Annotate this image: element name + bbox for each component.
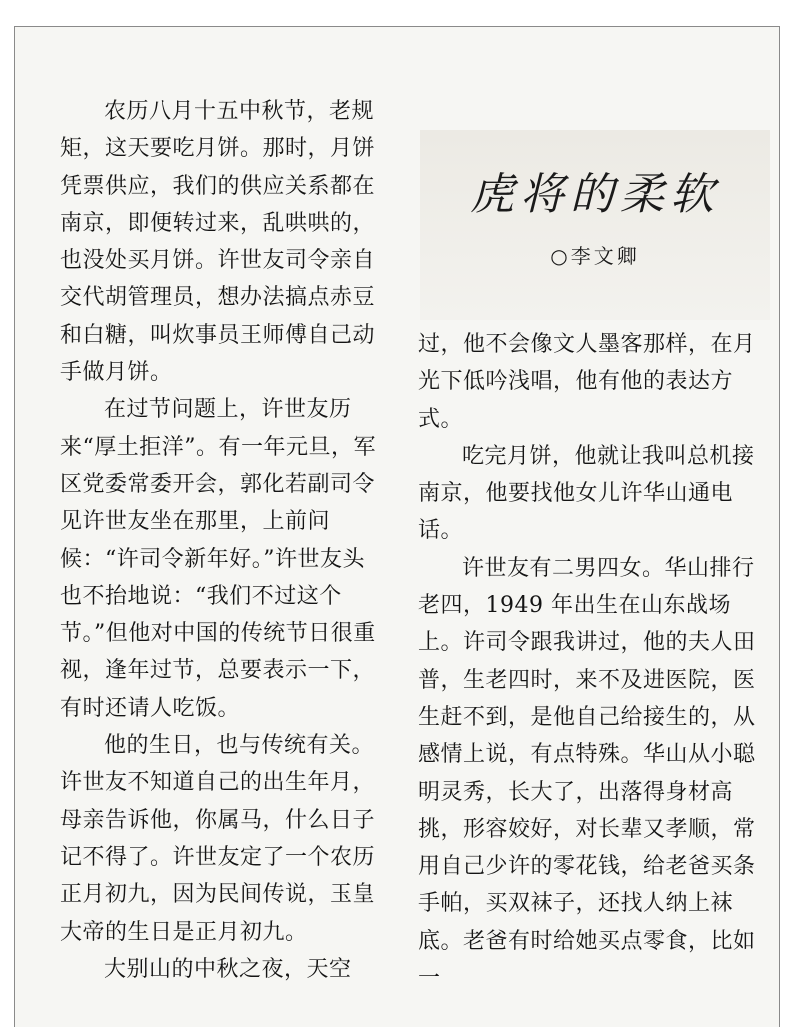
left-column <box>60 93 378 988</box>
right-column <box>418 326 756 997</box>
paragraph: 在过节问题上，许世友历来“厚土拒洋”。有一年元旦，军区党委常委开会，郭化若副司令见许世友坐在那里，上前问候：“许司令新年好。”许世友头也不抬地说：“我们不过这个节。”但他对中国的传统节日很重视，逢年过节，总要表示一下，有时还请人吃饭。 <box>60 397 376 721</box>
article-byline: ○李文卿 <box>550 244 640 268</box>
article-title: 虎将的柔软 <box>470 169 720 220</box>
paragraph: 过，他不会像文人墨客那样，在月光下低吟浅唱，他有他的表达方式。 <box>418 332 756 432</box>
paragraph: 吃完月饼，他就让我叫总机接南京，他要找他女儿许华山通电话。 <box>418 443 755 544</box>
paragraph: 农历八月十五中秋节，老规矩，这天要吃月饼。那时，月饼凭票供应，我们的供应关系都在南京，即便转过来，乱哄哄的，也没处买月饼。许世友司令亲自交代胡管理员，想办法搞点赤豆和白糖，叫炊事员王师傅自己动手做月饼。 <box>60 99 376 386</box>
paragraph: 许世友有二男四女。华山排行老四，1949 年出生在山东战场上。许司令跟我讲过，他的夫人田普，生老四时，来不及进医院，医生赶不到，是他自己给接生的，从感情上说，有点特殊。华山从小聪明灵秀，长大了，出落得身材高挑，形容姣好，对长辈又孝顺，常用自己少许的零花钱，给老爸买条手帕，买双袜子，还找人纳上袜底。老爸有时给她买点零食，比如一 <box>418 555 756 992</box>
paragraph: 他的生日，也与传统有关。许世友不知道自己的出生年月，母亲告诉他，你属马，什么日子记不得了。许世友定了一个农历正月初九，因为民间传说，玉皇大帝的生日是正月初九。 <box>60 733 376 945</box>
paragraph: 大别山的中秋之夜，天空 <box>104 956 352 982</box>
